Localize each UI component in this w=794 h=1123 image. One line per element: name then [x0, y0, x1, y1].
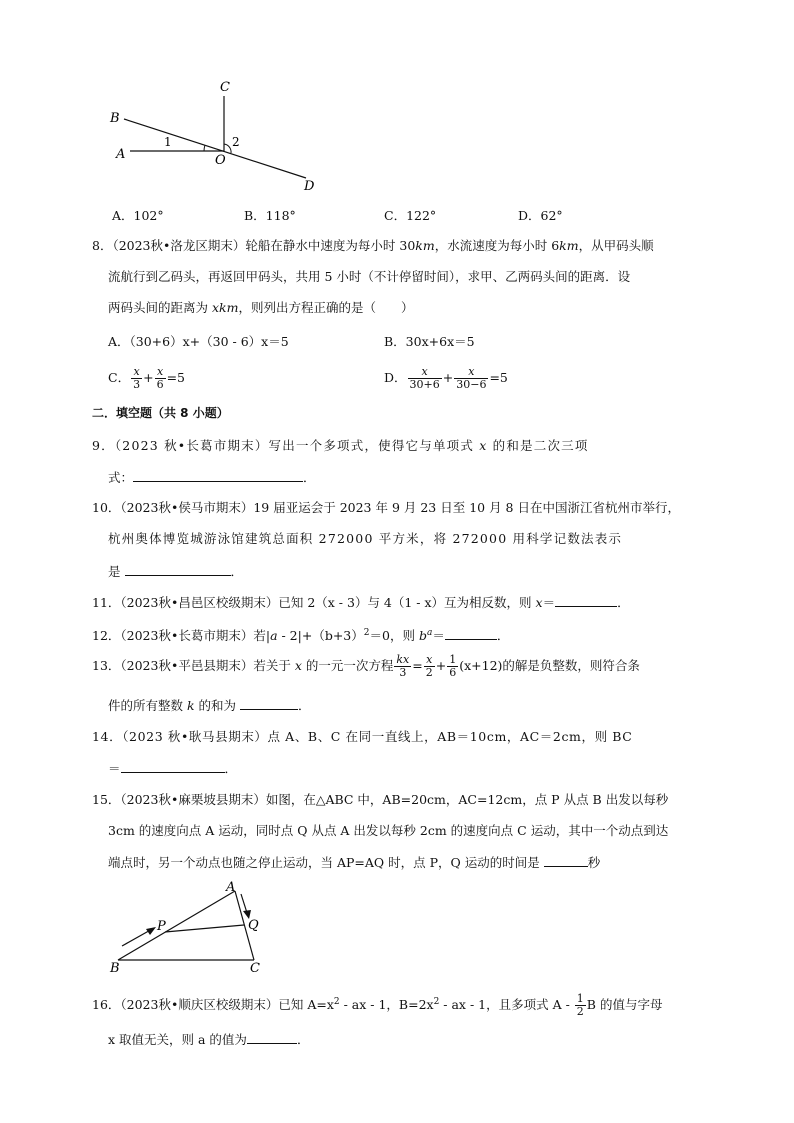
operator: + [143, 370, 154, 385]
triangle-figure [104, 880, 274, 976]
label-b: B [110, 111, 120, 126]
q11-text: ＝ [542, 595, 556, 610]
q7-option-d: D．62° [518, 208, 563, 223]
label-2: 2 [232, 135, 240, 149]
denominator: 2 [425, 666, 433, 679]
answer-blank[interactable] [544, 853, 588, 867]
operator: + [435, 658, 447, 673]
fraction [447, 654, 458, 679]
numerator: x [424, 654, 435, 667]
numerator: kx [396, 653, 410, 666]
period: ． [230, 564, 244, 579]
q7-option-b: B．118° [244, 208, 296, 223]
answer-blank[interactable] [240, 696, 298, 710]
answer-blank[interactable] [121, 759, 225, 773]
answer-blank[interactable] [247, 1030, 297, 1044]
q8-option-d [384, 364, 508, 392]
q8-text: 两码头间的距离为 [108, 300, 212, 315]
q11 [92, 593, 630, 612]
q8-line1 [92, 237, 654, 255]
operator: = [412, 658, 423, 673]
q8-option-a: A．（30+6）x+（30 - 6）x＝5 [108, 334, 289, 349]
q9-variable: x [479, 438, 488, 453]
denominator: 2 [576, 1005, 584, 1019]
operator: + [442, 370, 454, 385]
section-fill-in-blank: 二．填空题（共 8 小题） [92, 406, 229, 420]
q12-text: ＝0，则 [369, 628, 419, 644]
numerator: x [454, 366, 488, 379]
answer-blank[interactable] [125, 562, 231, 576]
angle-1-arc [204, 145, 205, 151]
period: ． [303, 470, 316, 485]
q16-text: - ax - 1，B=2x [339, 997, 434, 1013]
q10-line1: 10．（2023秋•侯马市期末）19 届亚运会于 2023 年 9 月 23 日至 10 月 8 日在中国浙江省杭州市举行， [92, 500, 680, 515]
q8-option-b: B．30x+6x＝5 [384, 334, 475, 349]
numerator: x [131, 366, 142, 379]
denominator: 3 [399, 666, 407, 679]
q8-line2: 流航行到乙码头，再返回甲码头，共用 5 小时（不计停留时间），求甲、乙两码头间的距离．设 [108, 269, 631, 284]
q8-unit: km [559, 238, 579, 253]
q12-variable: b [418, 628, 427, 644]
side-ba [118, 891, 235, 960]
q16-line1 [92, 988, 662, 1019]
denominator: 6 [449, 666, 457, 679]
label-q: Q [248, 918, 259, 933]
label-a: A [226, 880, 236, 895]
q14-text: ＝ [108, 761, 121, 776]
label-o: O [215, 153, 226, 168]
fraction [424, 654, 435, 679]
q12-text: ＝ [432, 628, 445, 644]
q9-line1 [92, 437, 589, 455]
q12-text: - 2|+（b+3） [277, 628, 364, 644]
equation-rhs: =5 [489, 370, 508, 385]
q11-text: 11．（2023秋•昌邑区校级期末）已知 2（x - 3）与 4（1 - x）互为相反数，则 [92, 595, 536, 610]
period: ． [496, 628, 510, 644]
segment-pq [165, 925, 244, 932]
denominator: 30+6 [409, 378, 440, 391]
q9-text: 的和是二次三项 [487, 438, 589, 453]
denominator: 6 [156, 378, 164, 391]
label-p: P [157, 919, 166, 934]
exponent: 2 [333, 997, 340, 1007]
label-a: A [116, 147, 126, 162]
q15-text: 秒 [587, 855, 601, 870]
label-d: D [304, 179, 315, 194]
q15-line3 [108, 853, 600, 872]
q9-text: 式： [108, 470, 134, 485]
q13-text: 的一元一次方程 [301, 658, 394, 673]
period: ． [224, 761, 238, 776]
label-1: 1 [164, 135, 172, 149]
q10-line2: 杭州奥体博览城游泳馆建筑总面积 272000 平方米，将 272000 用科学记数法表示 [108, 531, 623, 546]
fraction [131, 366, 142, 391]
q11-variable: x [535, 595, 543, 610]
q8-unit: km [415, 238, 435, 253]
q9-line2 [108, 468, 316, 487]
q9-text: 9．（2023 秋•长葛市期末）写出一个多项式，使得它与单项式 [92, 438, 480, 453]
q13-line2 [108, 696, 311, 715]
q8-option-c [108, 364, 185, 392]
q7-option-c: C．122° [384, 208, 437, 223]
q13-expression: (x+12) [459, 658, 503, 673]
q13-text: 的解是负整数，则符合条 [502, 658, 640, 673]
q8-text: 8．（2023秋•洛龙区期末）轮船在静水中速度为每小时 30 [92, 238, 416, 253]
q8-line3 [108, 299, 413, 317]
q13-line1 [92, 652, 640, 680]
q15-text: 端点时，另一个动点也随之停止运动，当 AP=AQ 时，点 P，Q 运动的时间是 [108, 855, 544, 870]
q15-line1: 15．（2023秋•麻栗坡县期末）如图，在△ABC 中，AB=20cm，AC=12cm，点 P 从点 B 出发以每秒 [92, 792, 669, 807]
answer-blank[interactable] [133, 468, 303, 482]
q16-text: 16．（2023秋•顺庆区校级期末）已知 A=x [92, 997, 334, 1013]
q7-option-a: A．102° [112, 208, 164, 223]
exponent: 2 [433, 997, 440, 1007]
exponent: 2 [363, 628, 370, 638]
numerator: 1 [449, 653, 457, 666]
q16-text: - ax - 1，且多项式 A - [439, 997, 574, 1013]
q16-text: B 的值与字母 [586, 997, 663, 1013]
q8-text: ，则列出方程正确的是（ ） [238, 300, 414, 315]
period: ． [298, 698, 311, 713]
q12-variable: a [270, 628, 278, 644]
numerator: x [155, 366, 166, 379]
denominator: 3 [133, 378, 141, 391]
numerator: x [408, 366, 442, 379]
label-c: C [220, 80, 230, 95]
q13-variable: x [294, 658, 302, 673]
angle-figure [100, 78, 340, 196]
label-c: C [250, 961, 260, 976]
option-label: D． [384, 370, 407, 385]
answer-blank[interactable] [445, 626, 497, 640]
arrow-p-head [146, 927, 156, 935]
period: ． [617, 595, 630, 610]
q8-text: ，从甲码头顺 [578, 238, 654, 253]
q15-line2: 3cm 的速度向点 A 运动，同时点 Q 从点 A 出发以每秒 2cm 的速度向点 C 运动，其中一个动点到达 [108, 823, 669, 838]
q13-variable: k [186, 698, 195, 713]
q13-text: 的和为 [194, 698, 241, 713]
q14-line2 [108, 759, 237, 778]
q8-variable: xkm [211, 300, 239, 315]
line-bd [124, 119, 306, 178]
q10-text: 是 [108, 564, 121, 579]
q13-text: 件的所有整数 [108, 698, 187, 713]
q16-text: x 取值无关，则 a 的值为 [108, 1032, 247, 1047]
q16-text: ． [296, 1032, 310, 1047]
fraction [408, 366, 442, 391]
q16-line2 [108, 1030, 309, 1049]
fraction [454, 366, 488, 391]
fraction [155, 366, 166, 391]
q12 [92, 624, 509, 645]
numerator: 1 [576, 992, 584, 1006]
q12-text: 12．（2023秋•长葛市期末）若| [92, 628, 271, 644]
q8-text: ，水流速度为每小时 6 [434, 238, 560, 253]
fraction [394, 654, 411, 679]
q13-text: 13．（2023秋•平邑县期末）若关于 [92, 658, 295, 673]
option-label: C． [108, 370, 131, 385]
exponent: a [426, 628, 433, 638]
fraction [575, 993, 586, 1018]
label-b: B [110, 961, 120, 976]
equation-rhs: =5 [166, 370, 185, 385]
answer-blank[interactable] [555, 593, 617, 607]
q14-line1: 14．（2023 秋•耿马县期末）点 A、B、C 在同一直线上，AB＝10cm，AC＝2cm，则 BC [92, 729, 633, 744]
denominator: 30−6 [456, 378, 487, 391]
q10-line3 [108, 562, 243, 581]
